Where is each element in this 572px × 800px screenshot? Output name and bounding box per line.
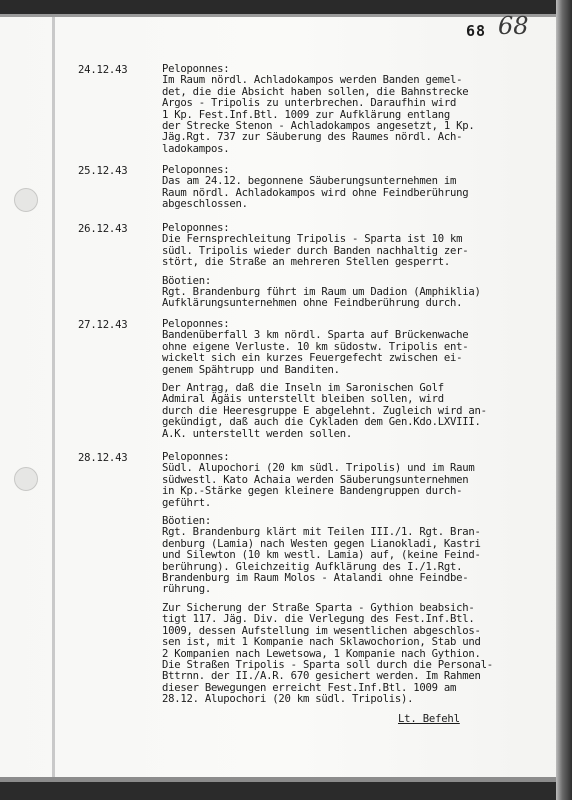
entry-body xyxy=(162,64,557,155)
entry-paragraph: Der Antrag, daß die Inseln im Saronischen Golf Admiral Ägäis unterstellt bleiben sollen, wird durch die Heeresgruppe E abgelehnt. Zugleich wird an- gekündigt, daß auch die Cykladen dem Gen.Kdo.LXVIII. A.K. unterstellt werden sollen. xyxy=(162,382,487,440)
signature-line: Lt. Befehl xyxy=(398,713,460,725)
entry-paragraph: Peloponnes: Die Fernsprechleitung Tripolis - Sparta ist 10 km südl. Tripolis wieder durch Banden nachhaltig zer- stört, die Straße an mehreren Stellen gesperrt. xyxy=(162,222,469,269)
page-number-handwritten: 68 xyxy=(498,12,529,40)
entry-paragraph: Böotien: Rgt. Brandenburg klärt mit Teilen III./1. Rgt. Bran- denburg (Lamia) nach Westen gegen Lianokladi, Kastri und Silewton (10 km westl. Lamia) auf, (keine Feind- berührung). Gleichzeitig Aufklärung des I./1.Rgt. Brandenburg im Raum Molos - Atalandi ohne Feindbe- rührung. xyxy=(162,515,481,596)
entry-body xyxy=(162,165,557,211)
entry-paragraph: Peloponnes: Das am 24.12. begonnene Säuberungsunternehmen im Raum nördl. Achladokampos wird ohne Feindberührung abgeschlossen. xyxy=(162,164,469,211)
entry-date: 26.12.43 xyxy=(78,223,128,235)
scan-bottom-border xyxy=(0,782,572,800)
entry-body xyxy=(162,452,557,706)
entry-paragraph: Peloponnes: Bandenüberfall 3 km nördl. Sparta auf Brückenwache ohne eigene Verluste. 10 km südostw. Tripolis ent- wickelt sich ein kurzes Feuergefecht zwischen ei- genem Spähtrupp und Banditen. xyxy=(162,318,469,376)
entry-date: 28.12.43 xyxy=(78,452,128,464)
scan-top-border xyxy=(0,0,572,14)
punch-hole-top xyxy=(14,188,38,212)
entry-body xyxy=(162,319,557,440)
scan-right-edge xyxy=(556,0,572,800)
entry-date: 25.12.43 xyxy=(78,165,128,177)
entry-date: 27.12.43 xyxy=(78,319,128,331)
entry-paragraph: Peloponnes: Im Raum nördl. Achladokampos werden Banden gemel- det, die die Absicht haben sollen, die Bahnstrecke Argos - Tripolis zu unterbrechen. Daraufhin wird 1 Kp. Fest.Inf.Btl. 1009 zur Aufklärung entlang der Strecke Stenon - Achladokampos angesetzt, 1 Kp. Jäg.Rgt. 737 zur Säuberung des Raumes nördl. Ach- ladokampos. xyxy=(162,63,475,155)
entry-paragraph: Zur Sicherung der Straße Sparta - Gythion beabsich- tigt 117. Jäg. Div. die Verlegung des Fest.Inf.Btl. 1009, dessen Aufstellung im wesentlichen abgeschlos- sen ist, mit 1 Kompanie nach Sklawochorion, Stab und 2 Kompanien nach Lewetsowa, 1 Kompanie nach Gythion. Die Straßen Tripolis - Sparta soll durch die Personal- Bttrnn. der II./A.R. 670 gesichert werden. Im Rahmen dieser Bewegungen erreicht Fest.Inf.Btl. 1009 am 28.12. Alupochori (20 km südl. Tripolis). xyxy=(162,601,493,706)
punch-hole-bottom xyxy=(14,467,38,491)
entry-paragraph: Böotien: Rgt. Brandenburg führt im Raum um Dadion (Amphiklia) Aufklärungsunternehmen ohne Feindberührung durch. xyxy=(162,274,481,310)
entry-date: 24.12.43 xyxy=(78,64,128,76)
page-number: 68 xyxy=(466,22,487,40)
scan-top-shadow xyxy=(0,14,572,17)
entry-paragraph: Peloponnes: Südl. Alupochori (20 km südl. Tripolis) und im Raum südwestl. Kato Achaia werden Säuberungsunternehmen in Kp.-Stärke gegen kleinere Bandengruppen durch- geführt. xyxy=(162,451,475,509)
page-fold-line xyxy=(52,17,55,777)
entry-body xyxy=(162,223,557,310)
